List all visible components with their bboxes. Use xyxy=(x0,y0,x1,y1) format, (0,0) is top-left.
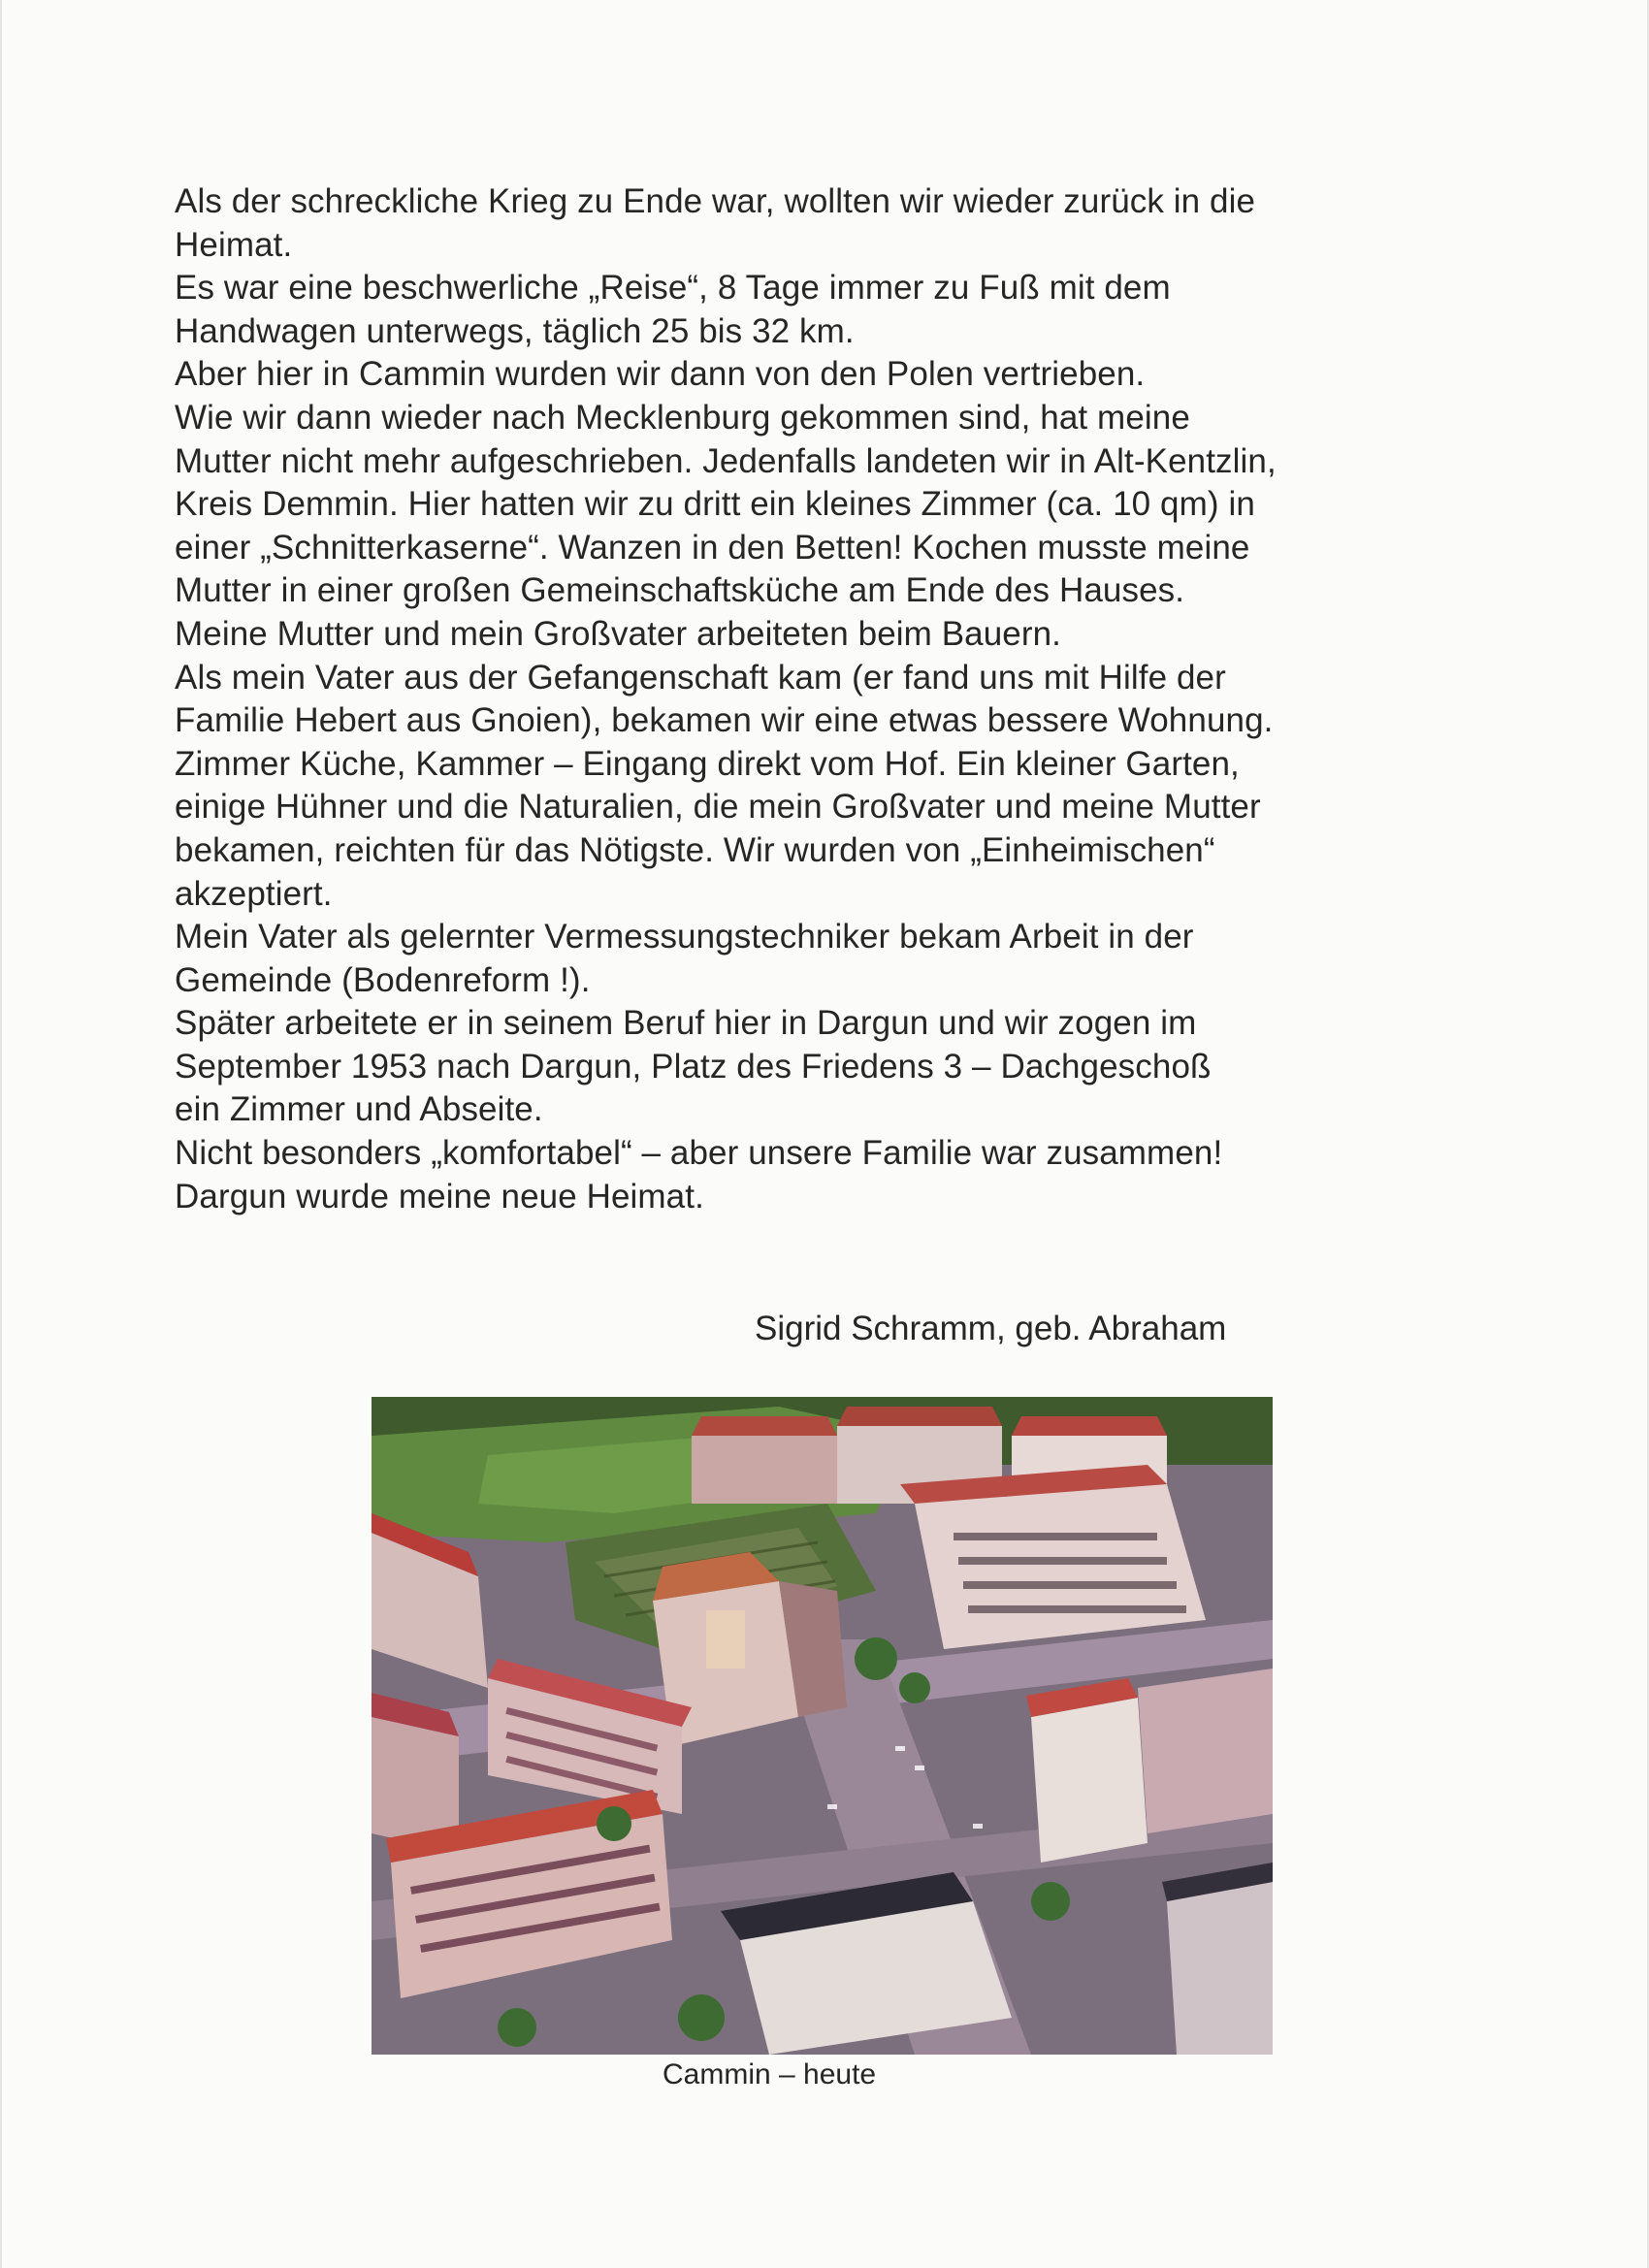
memoir-body-text xyxy=(175,180,1416,1218)
text-line: Aber hier in Cammin wurden wir dann von den Polen vertrieben. xyxy=(175,355,1146,394)
text-line: Meine Mutter und mein Großvater arbeiteten beim Bauern. xyxy=(175,614,1061,653)
aerial-photo-cammin xyxy=(372,1397,1273,2055)
text-line: Als der schreckliche Krieg zu Ende war, wollten wir wieder zurück in die xyxy=(175,182,1256,220)
text-line: September 1953 nach Dargun, Platz des Friedens 3 – Dachgeschoß xyxy=(175,1047,1212,1085)
text-line: akzeptiert. xyxy=(175,874,333,913)
aerial-photo-illustration xyxy=(372,1397,1273,2055)
text-line: einige Hühner und die Naturalien, die mein Großvater und meine Mutter xyxy=(175,788,1261,826)
text-line: Später arbeitete er in seinem Beruf hier in Dargun und wir zogen im xyxy=(175,1004,1197,1043)
text-line: Zimmer Küche, Kammer – Eingang direkt vom Hof. Ein kleiner Garten, xyxy=(175,744,1240,783)
text-line: Mein Vater als gelernter Vermessungstechniker bekam Arbeit in der xyxy=(175,918,1194,956)
text-line: Kreis Demmin. Hier hatten wir zu dritt ein kleines Zimmer (ca. 10 qm) in xyxy=(175,485,1255,524)
photo-caption: Cammin – heute xyxy=(663,2058,877,2090)
text-line: einer „Schnitterkaserne“. Wanzen in den Betten! Kochen musste meine xyxy=(175,528,1250,567)
page-edge-left xyxy=(0,0,2,2268)
text-line: Nicht besonders „komfortabel“ – aber unsere Familie war zusammen! xyxy=(175,1134,1223,1173)
text-line: Mutter nicht mehr aufgeschrieben. Jedenfalls landeten wir in Alt-Kentzlin, xyxy=(175,441,1277,480)
text-line: ein Zimmer und Abseite. xyxy=(175,1090,543,1129)
text-line: bekamen, reichten für das Nötigste. Wir wurden von „Einheimischen“ xyxy=(175,830,1215,869)
text-line: Als mein Vater aus der Gefangenschaft kam (er fand uns mit Hilfe der xyxy=(175,658,1226,697)
author-signature-line: Sigrid Schramm, geb. Abraham xyxy=(755,1310,1227,1347)
text-line: Es war eine beschwerliche „Reise“, 8 Tage immer zu Fuß mit dem xyxy=(175,269,1171,308)
text-line: Wie wir dann wieder nach Mecklenburg gekommen sind, hat meine xyxy=(175,398,1190,437)
text-line: Gemeinde (Bodenreform !). xyxy=(175,960,591,999)
text-line: Familie Hebert aus Gnoien), bekamen wir eine etwas bessere Wohnung. xyxy=(175,701,1274,740)
text-line: Dargun wurde meine neue Heimat. xyxy=(175,1177,704,1215)
text-line: Heimat. xyxy=(175,225,293,264)
text-line: Handwagen unterwegs, täglich 25 bis 32 km. xyxy=(175,311,855,350)
text-line: Mutter in einer großen Gemeinschaftsküche am Ende des Hauses. xyxy=(175,571,1185,610)
